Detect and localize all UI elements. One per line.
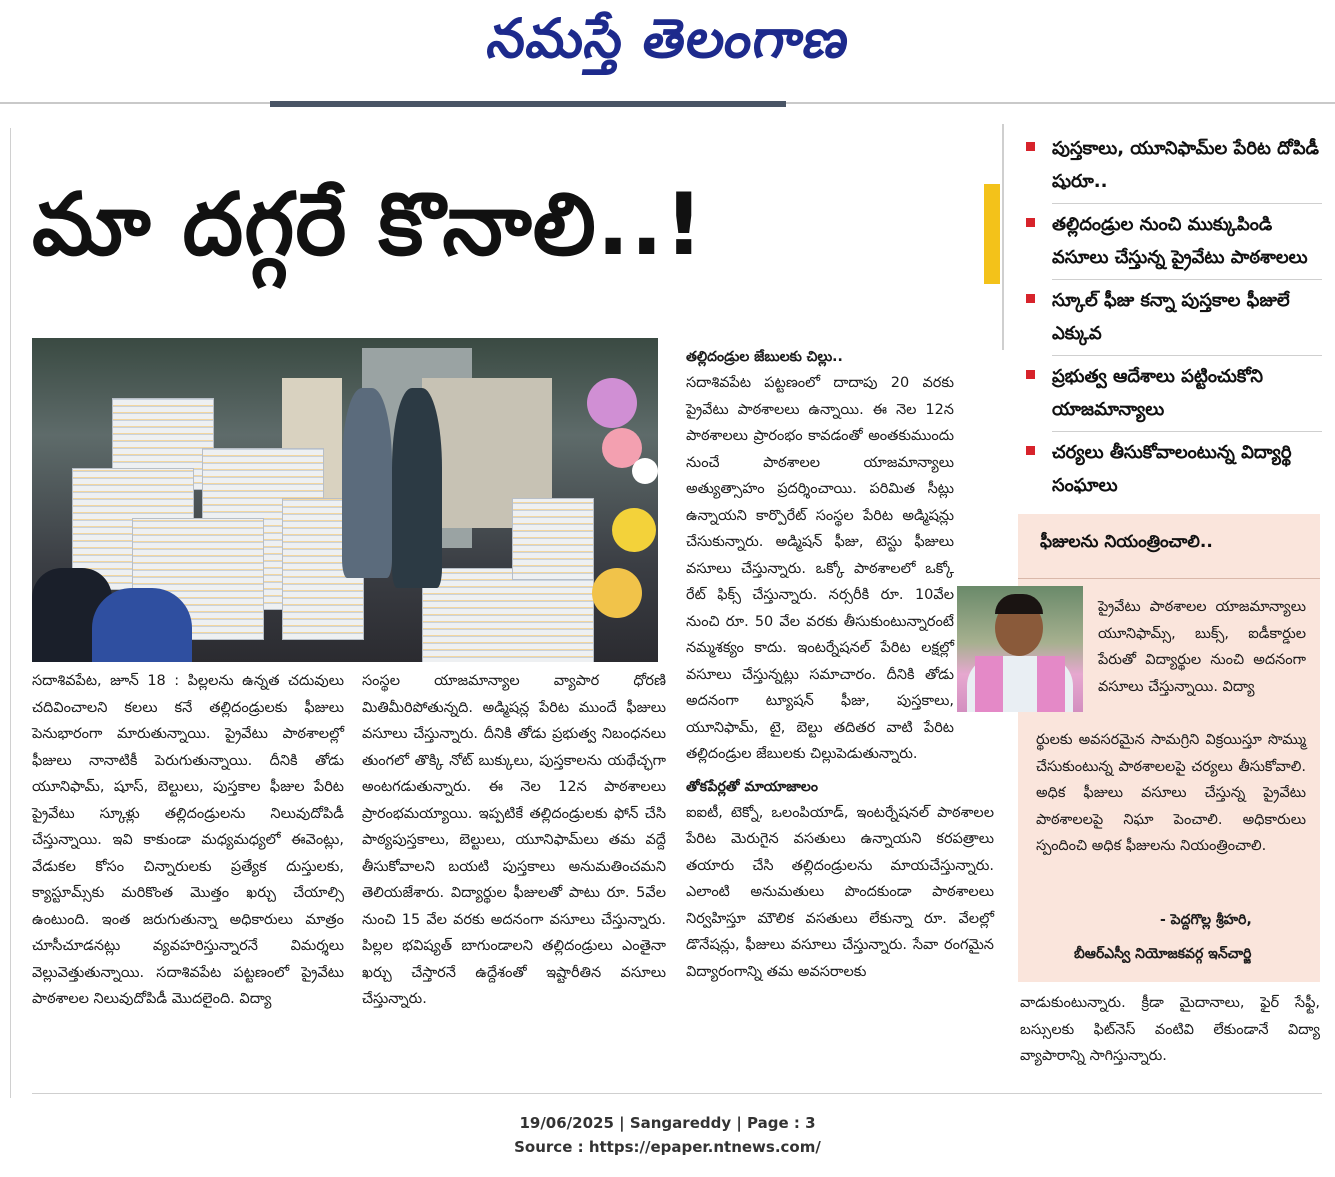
highlight-item xyxy=(1022,284,1322,350)
article-column-1 xyxy=(32,668,344,1013)
highlight-text: స్కూల్ ఫీజు కన్నా పుస్తకాల ఫీజులే ఎక్కువ xyxy=(1052,290,1290,344)
highlight-divider xyxy=(1052,355,1322,356)
sidebar-heading: ఫీజులను నియంత్రించాలి.. xyxy=(1040,532,1213,552)
footer-dateline: 19/06/2025 | Sangareddy | Page : 3 xyxy=(519,1114,816,1132)
bullet-square-icon xyxy=(1026,218,1035,227)
column-3-text: ఐఐటీ, టెక్నో, ఒలంపియాడ్, ఇంటర్నేషనల్ పాఠశాలల పేరిట మెరుగైన వసతులు ఉన్నాయని కరపత్రాలు తయారు చేసి తల్లిదండ్రులను మాయచేస్తున్నారు. ఎలాంటి అనుమతులు పొందకుండా పాఠశాలలు నిర్వహిస్తూ మౌలిక వసతులు లేకున్నా రూ. వేలల్లో డొనేషన్లు, ఫీజులు వసూలు చేస్తున్నారు. సేవా రంగమైన విద్యారంగాన్ని తమ అవసరాలకు xyxy=(686,804,994,980)
footer-source: Source : https://epaper.ntnews.com/ xyxy=(514,1138,821,1156)
signature-name: - పెద్దగొల్ల శ్రీహరి, xyxy=(1160,912,1252,928)
column-3-text: సదాశివపేట పట్టణంలో దాదాపు 20 వరకు ప్రైవేటు పాఠశాలలు ఉన్నాయి. ఈ నెల 12న పాఠశాలలు ప్రారంభం కావడంతో అంతకుముందు నుంచే పాఠశాలల యాజమాన్యాలు అత్యుత్సాహం ప్రదర్శించాయి. పరిమిత సీట్లు ఉన్నాయని కార్పొరేట్ సంస్థల పేరిట అడ్మిషన్లు చేసుకున్నారు. అడ్మిషన్ ఫీజు, టెస్టు ఫీజులు వసూలు చేస్తున్నారు. ఒక్కో పాఠశాలలో ఒక్కో రేట్ ఫిక్స్ చేస్తున్నారు. నర్సరీకి రూ. 10వేల నుంచి రూ. 50 వేల వరకు తీసుకుంటున్నారంటే నమ్మశక్యం కాదు. ఇంటర్నేషనల్ పేరిట లక్షల్లో వసూలు చేస్తున్నట్లు సమాచారం. దీనికి తోడు అదనంగా ట్యూషన్ ఫీజు, పుస్తకాలు, యూనిఫామ్, టై, బెల్టు తదితర వాటి పేరిట తల్లిదండ్రుల జేబులకు చిల్లుపెడుతున్నారు. xyxy=(686,375,954,762)
article-column-4 xyxy=(1020,990,1320,1070)
header-rule-accent xyxy=(270,101,786,107)
subheading: తల్లిదండ్రుల జేబులకు చిల్లు.. xyxy=(686,349,843,365)
highlight-divider xyxy=(1052,279,1322,280)
highlight-text: ప్రభుత్వ ఆదేశాలు పట్టించుకోని యాజమాన్యాలు xyxy=(1052,366,1263,420)
highlight-text: చర్యలు తీసుకోవాలంటున్న విద్యార్థి సంఘాలు xyxy=(1052,442,1292,496)
column-4-text: వాడుకుంటున్నారు. క్రీడా మైదానాలు, ఫైర్ సేఫ్టీ, బస్సులకు ఫిట్‌నెస్ వంటివి లేకుండానే విద్యా వ్యాపారాన్ని సాగిస్తున్నారు. xyxy=(1020,995,1320,1064)
highlight-item xyxy=(1022,208,1322,274)
bullet-square-icon xyxy=(1026,142,1035,151)
highlight-divider xyxy=(1052,431,1322,432)
bullet-square-icon xyxy=(1026,446,1035,455)
highlight-item xyxy=(1022,436,1322,502)
portrait-photo xyxy=(957,586,1083,712)
page-frame-rule xyxy=(10,128,11,1098)
article-column-3 xyxy=(686,344,994,985)
masthead xyxy=(0,0,1335,80)
article-column-2 xyxy=(362,668,666,1013)
sidebar-divider xyxy=(1018,578,1320,579)
highlights-list xyxy=(1022,132,1322,512)
column-2-text: సంస్థల యాజమాన్యాల వ్యాపార ధోరణి మితిమీరిపోతున్నది. అడ్మిషన్ల పేరిట ముందే ఫీజులు వసూలు చేస్తున్నారు. దీనికి తోడు ప్రభుత్వ నిబంధనలు తుంగలో తొక్కి నోట్ బుక్కులు, పుస్తకాలను యథేచ్ఛగా అంటగడుతున్నారు. ఈ నెల 12న పాఠశాలలు ప్రారంభమయ్యాయి. ఇప్పటికే తల్లిదండ్రులకు ఫోన్ చేసి పాఠ్యపుస్తకాలు, బెల్టులు, యూనిఫామ్‌లు తమ వద్దే తీసుకోవాలని బయటి పుస్తకాలు అనుమతించమని తెలియజేశారు. విద్యార్థుల ఫీజులతో పాటు రూ. 5వేల నుంచి 15 వేల వరకు అదనంగా వసూలు చేస్తున్నారు. పిల్లల భవిష్యత్ బాగుండాలని తల్లిదండ్రులు ఎంతైనా ఖర్చు చేస్తారనే ఉద్దేశంతో ఇష్టారీతిన వసూలు చేస్తున్నారు. xyxy=(362,673,666,1007)
footer-rule xyxy=(32,1093,1322,1094)
bullet-square-icon xyxy=(1026,370,1035,379)
accent-bar xyxy=(984,184,1000,284)
highlight-divider xyxy=(1052,203,1322,204)
sidebar-text: ప్రైవేటు పాఠశాలల యాజమాన్యాలు యూనిఫామ్స్, బుక్స్, ఐడీకార్డుల పేరుతో విద్యార్థుల నుంచి అదనంగా వసూలు చేస్తున్నాయి. విద్యా xyxy=(1098,599,1306,695)
headline: మా దగ్గరే కొనాలి..! xyxy=(32,175,705,275)
highlight-text: తల్లిదండ్రుల నుంచి ముక్కుపిండి వసూలు చేస్తున్న ప్రైవేటు పాఠశాలలు xyxy=(1052,214,1308,268)
highlight-item xyxy=(1022,360,1322,426)
bullet-square-icon xyxy=(1026,294,1035,303)
sidebar-text: ర్థులకు అవసరమైన సామగ్రిని విక్రయిస్తూ సొమ్ము చేసుకుంటున్న పాఠశాలలపై చర్యలు తీసుకోవాలి. అధిక ఫీజులు వసూలు చేస్తున్న ప్రైవేటు పాఠశాలలపై నిఘా పెంచాలి. అధికారులు స్పందించి అధిక ఫీజులను నియంత్రించాలి. xyxy=(1036,732,1306,854)
subheading: తోకపేర్లతో మాయాజాలం xyxy=(686,778,818,795)
highlight-item xyxy=(1022,132,1322,198)
highlight-text: పుస్తకాలు, యూనిఫామ్‌ల పేరిట దోపిడీ షురూ.. xyxy=(1052,138,1319,192)
bookshop-photo xyxy=(32,338,658,662)
signature-title: బీఆర్‌ఎస్వీ నియోజకవర్గ ఇన్‌చార్జి xyxy=(1074,946,1252,962)
highlights-border xyxy=(1002,124,1004,350)
masthead-title: నమస్తే తెలంగాణ xyxy=(483,6,854,70)
column-1-text: సదాశివపేట, జూన్ 18 : పిల్లలను ఉన్నత చదువులు చదివించాలని కలలు కనే తల్లిదండ్రులకు ఫీజులు పెనుభారంగా మారుతున్నాయి. ప్రైవేటు పాఠశాలల్లో ఫీజులు నానాటికీ పెరుగుతున్నాయి. దీనికి తోడు యూనిఫామ్, షూస్, బెల్టులు, పుస్తకాల ఫీజుల పేరిట ప్రైవేటు స్కూళ్లు తల్లిదండ్రులను నిలువుదోపిడీ చేస్తున్నాయి. ఇవి కాకుండా మధ్యమధ్యలో ఈవెంట్లు, వేడుకల కోసం చిన్నారులకు ప్రత్యేక దుస్తులకు, క్యాస్టూమ్స్‌కు మరికొంత మొత్తం ఖర్చు చేయాల్సి ఉంటుంది. ఇంత జరుగుతున్నా అధికారులు మాత్రం చూసీచూడనట్లు వ్యవహరిస్తున్నారనే విమర్శలు వెల్లువెత్తుతున్నాయి. సదాశివపేట పట్టణంలో ప్రైవేటు పాఠశాలల నిలువుదోపిడీ మొదలైంది. విద్యా xyxy=(32,673,344,1007)
